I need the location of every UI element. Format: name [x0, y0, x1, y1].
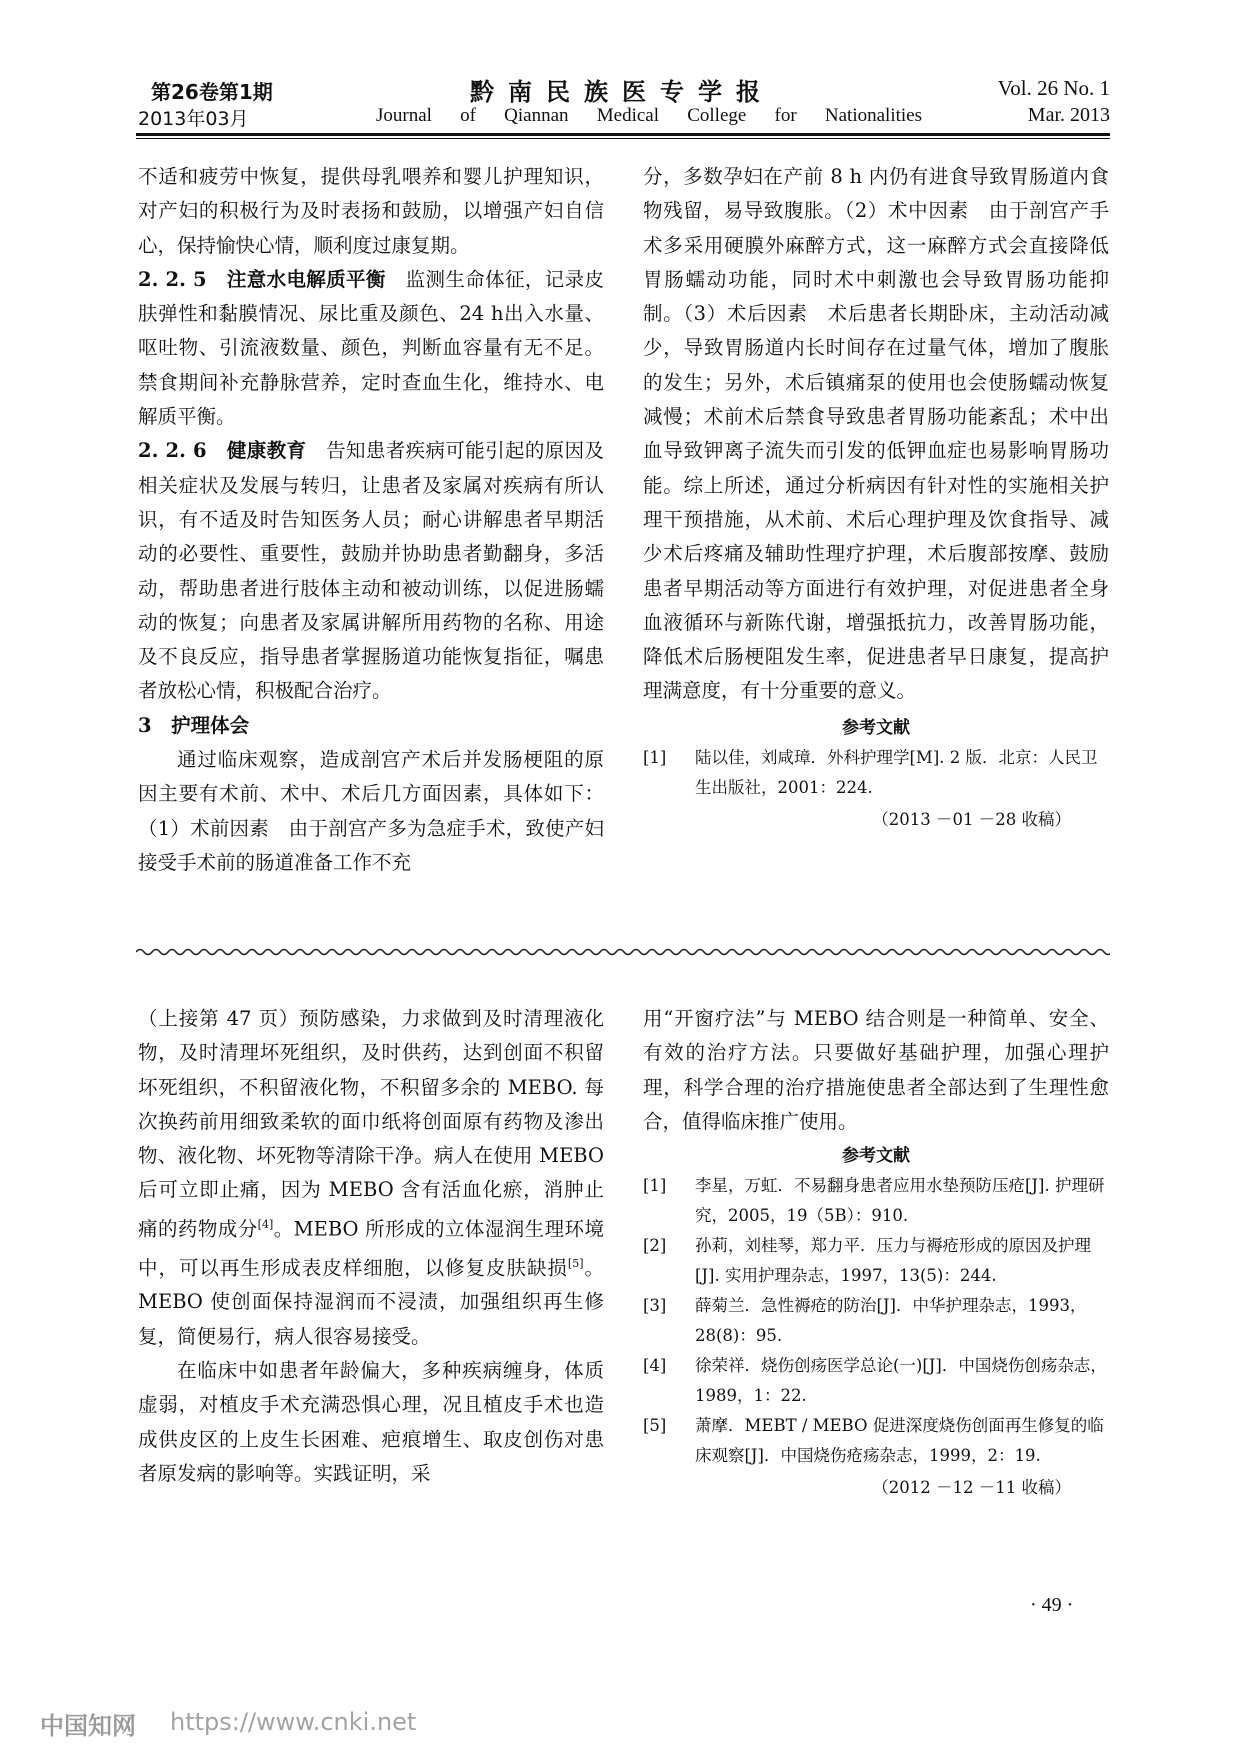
paragraph-text: 。MEBO 所形成的立体湿润生理环境中，可以再生形成表皮样细胞，以修复皮肤缺损 — [138, 1217, 604, 1280]
article1-left-column — [138, 160, 604, 880]
reference-number: [2] — [643, 1236, 667, 1256]
paragraph: 不适和疲劳中恢复，提供母乳喂养和婴儿护理知识，对产妇的积极行为及时表扬和鼓励，以增强产妇自信心，保持愉快心情，顺利度过康复期。 — [138, 165, 604, 257]
paragraph-text: 。MEBO 使创面保持湿润而不浸渍，加强组织再生修复，简便易行，病人很容易接受。 — [138, 1256, 604, 1348]
citation: [5] — [567, 1256, 584, 1270]
journal-title-word: Journal — [376, 105, 432, 126]
paragraph-text: （上接第 47 页）预防感染，力求做到及时清理液化物，及时清理坏死组织，及时供药，达到创面不积留坏死组织，不积留液化物，不积留多余的 MEBO. 每次换药前用细致柔软的面巾纸将创面原有药物及渗出物、液化物、坏死物等清除干净。病人在使用 MEBO 后可立即止痛，因为 MEBO 含有活血化瘀，消肿止痛的药物成分 — [138, 1007, 604, 1241]
received-date: （2013 －01 －28 收稿） — [872, 809, 1071, 829]
section-3-heading: 3 护理体会 — [138, 713, 250, 737]
section-heading: 2. 2. 6 健康教育 — [138, 439, 307, 463]
reference-number: [1] — [643, 1176, 667, 1196]
journal-title-word: Medical — [596, 105, 660, 126]
wavy-divider — [136, 946, 1110, 958]
header-volume-cn: 第26卷第1期 — [151, 80, 273, 104]
reference-number: [3] — [643, 1296, 667, 1316]
reference-text: 陆以佳，刘咸璋．外科护理学[M]. 2 版．北京：人民卫生出版社，2001：224. — [695, 747, 1098, 797]
reference-item — [643, 1171, 1109, 1231]
journal-title-word: Nationalities — [824, 105, 922, 126]
article2-right-column — [643, 1002, 1109, 1505]
article2-left-column — [138, 1002, 604, 1491]
page-number: · 49 · — [1030, 1594, 1074, 1616]
paragraph: 通过临床观察，造成剖宫产术后并发肠梗阻的原因主要有术前、术中、术后几方面因素，具体如下：（1）术前因素 由于剖宫产多为急症手术，致使产妇接受手术前的肠道准备工作不充 — [138, 748, 604, 874]
paragraph — [138, 1002, 604, 1354]
reference-item — [643, 1351, 1109, 1411]
header-rule-thin — [136, 138, 1110, 139]
journal-title-en — [376, 105, 922, 127]
header-volume-en: Vol. 26 No. 1 — [997, 76, 1110, 100]
article1-right-column — [643, 160, 1109, 837]
reference-text: 徐荣祥．烧伤创疡医学总论(一)[J]．中国烧伤创疡杂志，1989，1：22. — [695, 1356, 1107, 1406]
paragraph: 在临床中如患者年龄偏大，多种疾病缠身，体质虚弱，对植皮手术充满恐惧心理，况且植皮手术也造成供皮区的上皮生长困难、疤痕增生、取皮创伤对患者原发病的影响等。实践证明，采 — [138, 1358, 604, 1485]
journal-title-word: College — [687, 105, 747, 126]
section-body: 监测生命体征，记录皮肤弹性和黏膜情况、尿比重及颜色、24 h出入水量、呕吐物、引流液数量、颜色，判断血容量有无不足。禁食期间补充静脉营养，定时查血生化，维持水、电解质平衡。 — [138, 267, 604, 429]
reference-item — [643, 1411, 1109, 1471]
header-rule-thick — [136, 133, 1110, 136]
references-heading: 参考文献 — [842, 717, 910, 738]
journal-title-cn: 黔南民族医专学报 — [470, 78, 774, 106]
reference-text: 萧摩．MEBT / MEBO 促进深度烧伤创面再生修复的临床观察[J]．中国烧伤疮疡杂志，1999，2：19. — [695, 1416, 1104, 1466]
cnki-url-watermark: https://www.cnki.net — [170, 1708, 417, 1736]
reference-item — [643, 1291, 1109, 1351]
reference-number: [5] — [643, 1416, 667, 1436]
header-date-cn: 2013年03月 — [138, 108, 249, 130]
reference-number: [4] — [643, 1356, 667, 1376]
journal-title-word: of — [460, 105, 476, 126]
references-heading: 参考文献 — [842, 1146, 910, 1167]
paragraph: 分，多数孕妇在产前 8 h 内仍有进食导致胃肠道内食物残留，易导致腹胀。（2）术中因素 由于剖宫产手术多采用硬膜外麻醉方式，这一麻醉方式会直接降低胃肠蠕动功能，同时术中刺激也会导致胃肠功能抑制。（3）术后因素 术后患者长期卧床，主动活动减少，导致胃肠道内长时间存在过量气体，增加了腹胀的发生；另外，术后镇痛泵的使用也会使肠蠕动恢复减慢；术前术后禁食导致患者胃肠功能紊乱；术中出血导致钾离子流失而引发的低钾血症也易影响胃肠功能。综上所述，通过分析病因有针对性的实施相关护理干预措施，从术前、术后心理护理及饮食指导、减少术后疼痛及辅助性理疗护理，术后腹部按摩、鼓励患者早期活动等方面进行有效护理，对促进患者全身血液循环与新陈代谢，增强抵抗力，改善胃肠功能，降低术后肠梗阻发生率，促进患者早日康复，提高护理满意度，有十分重要的意义。 — [643, 165, 1109, 703]
reference-text: 李星，万虹．不易翻身患者应用水垫预防压疮[J]. 护理研究，2005，19（5B）：910. — [695, 1176, 1105, 1226]
reference-text: 孙莉，刘桂琴，郑力平．压力与褥疮形成的原因及护理[J]. 实用护理杂志，1997，13(5)：244. — [695, 1236, 1091, 1286]
section-body: 告知患者疾病可能引起的原因及相关症状及发展与转归，让患者及家属对疾病有所认识，有不适及时告知医务人员；耐心讲解患者早期活动的必要性、重要性，鼓励并协助患者勤翻身，多活动，帮助患者进行肢体主动和被动训练，以促进肠蠕动的恢复；向患者及家属讲解所用药物的名称、用途及不良反应，指导患者掌握肠道功能恢复指征，嘱患者放松心情，积极配合治疗。 — [138, 439, 604, 703]
citation: [4] — [257, 1217, 274, 1231]
paragraph: 用“开窗疗法”与 MEBO 结合则是一种简单、安全、有效的治疗方法。只要做好基础护理，加强心理护理，科学合理的治疗措施使患者全部达到了生理性愈合，值得临床推广使用。 — [643, 1007, 1109, 1133]
header-date-en: Mar. 2013 — [1027, 104, 1110, 126]
journal-title-word: for — [774, 105, 797, 126]
section-2-2-6 — [138, 434, 604, 708]
reference-text: 薛菊兰．急性褥疮的防治[J]．中华护理杂志，1993，28(8)：95. — [695, 1296, 1087, 1346]
section-2-2-5 — [138, 263, 604, 434]
reference-item — [643, 743, 1109, 803]
received-date: （2012 －12 －11 收稿） — [872, 1478, 1071, 1498]
reference-number: [1] — [643, 747, 667, 767]
section-heading: 2. 2. 5 注意水电解质平衡 — [138, 267, 386, 291]
cnki-logo: 中国知网 — [40, 1712, 136, 1740]
reference-item — [643, 1231, 1109, 1291]
journal-title-word: Qiannan — [504, 105, 569, 126]
